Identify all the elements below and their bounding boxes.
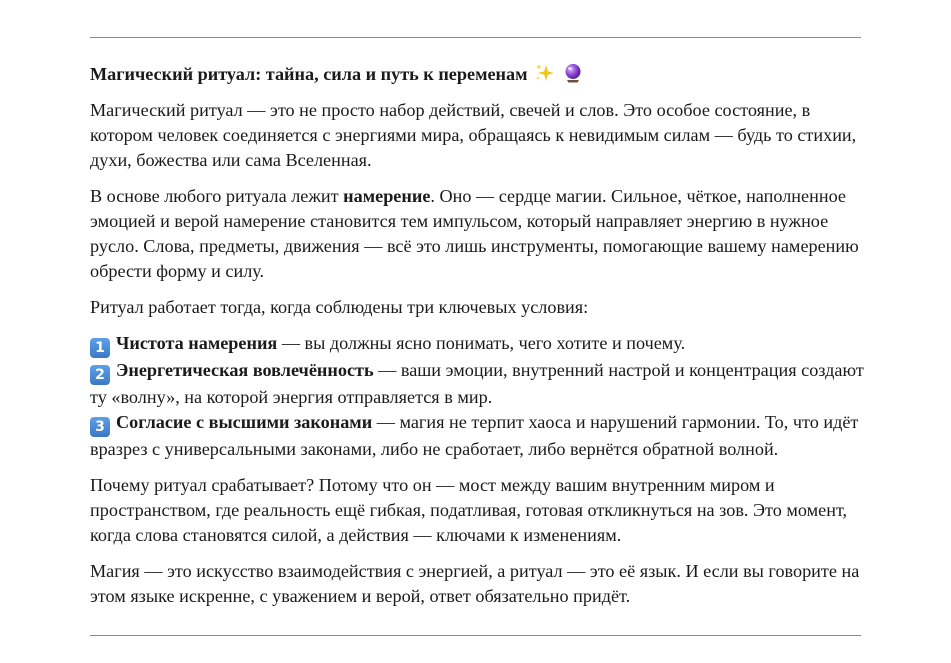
conditions-list <box>90 331 865 462</box>
paragraph-intro: Магический ритуал — это не просто набор действий, свечей и слов. Это особое состояние, в котором человек соединяется с энергиями мира, обращаясь к невидимым силам — будь то стихии, духи, божества или сама Вселенная. <box>90 100 857 170</box>
title-text: Магический ритуал: тайна, сила и путь к переменам <box>90 64 528 84</box>
article-title <box>90 62 865 87</box>
condition-title: Энергетическая вовлечённость <box>116 360 374 380</box>
keycap-one-icon: 1 <box>90 338 110 358</box>
keycap-three-icon: 3 <box>90 417 110 437</box>
intention-bold: намерение <box>343 186 431 206</box>
condition-title: Согласие с высшими законами <box>116 412 373 432</box>
paragraph-conditions-intro: Ритуал работает тогда, когда соблюдены три ключевых условия: <box>90 297 589 317</box>
list-item <box>90 358 865 410</box>
condition-text: — магия не терпит хаоса и нарушений гармонии. То, что идёт вразрез с универсальными законами, либо не сработает, либо вернётся обратной волной. <box>90 412 859 459</box>
article <box>90 62 865 620</box>
top-divider <box>90 37 861 38</box>
paragraph-intention-end: . Оно — сердце магии. Сильное, чёткое, наполненное эмоцией и верой намерение становится тем импульсом, который направляет энергию в нужное русло. Слова, предметы, движения — всё это лишь инструменты, помогающие вашему намерению обрести форму и силу. <box>90 186 859 281</box>
bottom-divider <box>90 635 861 636</box>
paragraph-conclusion: Магия — это искусство взаимодействия с энергией, а ритуал — это её язык. И если вы говорите на этом языке искренне, с уважением и верой, ответ обязательно придёт. <box>90 561 860 606</box>
paragraph-intention-start: В основе любого ритуала лежит <box>90 186 344 206</box>
paragraph-why: Почему ритуал срабатывает? Потому что он — мост между вашим внутренним миром и пространством, где реальность ещё гибкая, податливая, готовая откликнуться на зов. Это момент, когда слова становятся силой, а действия — ключами к изменениям. <box>90 475 848 545</box>
keycap-two-icon: 2 <box>90 365 110 385</box>
condition-text: — вы должны ясно понимать, чего хотите и почему. <box>277 333 686 353</box>
condition-title: Чистота намерения <box>116 333 278 353</box>
list-item <box>90 331 865 358</box>
sparkles-icon <box>534 63 556 83</box>
crystal-ball-icon <box>563 63 583 83</box>
list-item <box>90 410 865 462</box>
paragraph-intention <box>90 184 865 284</box>
condition-text: — ваши эмоции, внутренний настрой и концентрация создают ту «волну», на которой энергия отправляется в мир. <box>90 360 864 407</box>
